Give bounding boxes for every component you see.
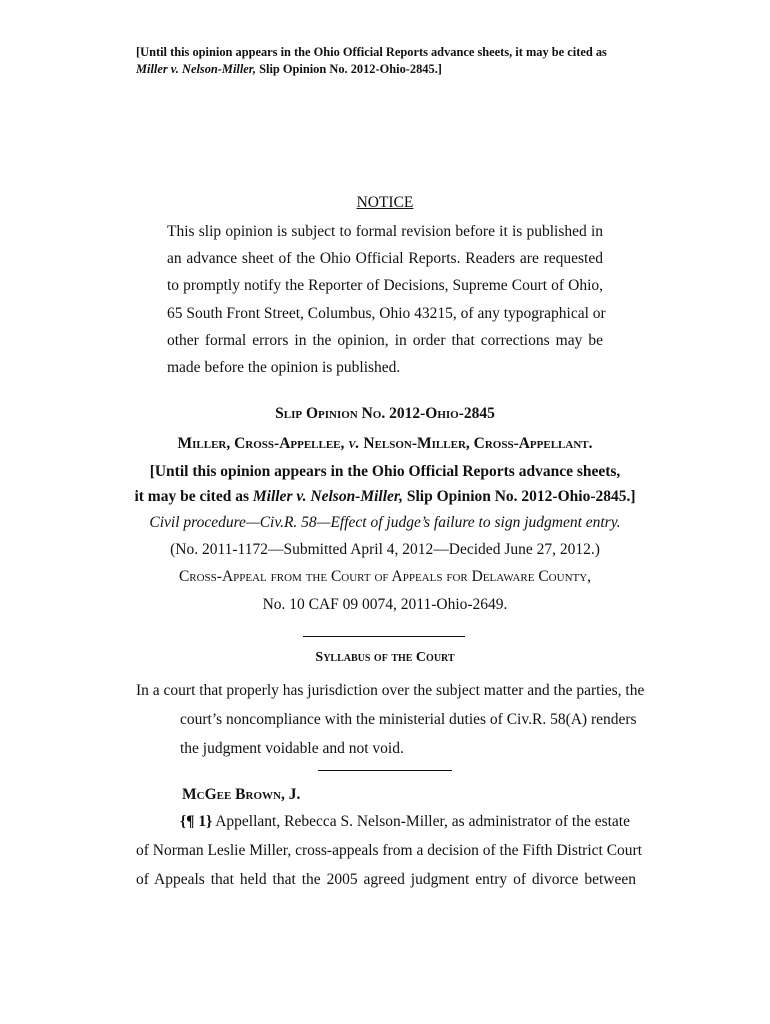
syllabus-text — [136, 676, 645, 763]
syllabus-line: In a court that properly has jurisdiction over the subject matter and the parties, the — [136, 682, 645, 699]
notice-line: 65 South Front Street, Columbus, Ohio 43215, of any typographical or — [167, 304, 606, 322]
header-note-case-name: Miller v. Nelson-Miller, — [136, 62, 257, 76]
notice-line: other formal errors in the opinion, in order that corrections may be — [167, 331, 603, 349]
headnote: Civil procedure—Civ.R. 58—Effect of judge’s failure to sign judgment entry. — [149, 514, 621, 531]
paragraph-mark: {¶ 1} — [180, 813, 213, 830]
opinion-paragraph-1 — [136, 807, 643, 894]
cross-appellee: Miller, Cross-Appellee, — [177, 435, 349, 452]
opinion-line-text: Appellant, Rebecca S. Nelson-Miller, as administrator of the estate — [212, 813, 630, 830]
appeal-line1 — [0, 568, 770, 586]
opinion-line: of Appeals that held that the 2005 agreed judgment entry of divorce between — [136, 871, 636, 888]
case-parties — [0, 435, 770, 453]
opinion-line: of Norman Leslie Miller, cross-appeals from a decision of the Fifth District Court — [136, 842, 643, 859]
notice-line: an advance sheet of the Ohio Official Reports. Readers are requested — [167, 250, 603, 268]
citation-prefix: it may be cited as — [134, 488, 253, 505]
cross-appellant: Nelson-Miller, Cross-Appellant. — [359, 435, 593, 452]
header-note-slip-number: Slip Opinion No. 2012-Ohio-2845.] — [256, 62, 442, 76]
versus: v. — [348, 435, 360, 452]
slip-opinion-title: Slip Opinion No. 2012-Ohio-2845 — [275, 405, 495, 422]
citation-line2 — [0, 488, 770, 506]
opinion-line — [136, 807, 636, 836]
docket-info: (No. 2011-1172—Submitted April 4, 2012—Decided June 27, 2012.) — [170, 541, 600, 558]
appeal-source: Cross-Appeal from the Court of Appeals for Delaware County, — [178, 568, 592, 585]
header-note-line1: [Until this opinion appears in the Ohio Official Reports advance sheets, it may be cited as — [136, 45, 607, 59]
syllabus-line: court’s noncompliance with the ministerial duties of Civ.R. 58(A) renders — [180, 711, 637, 728]
appeal-line2: No. 10 CAF 09 0074, 2011-Ohio-2649. — [262, 596, 508, 613]
citation-slip-number: Slip Opinion No. 2012-Ohio-2845.] — [402, 488, 636, 505]
citation-line1: [Until this opinion appears in the Ohio Official Reports advance sheets, — [149, 463, 621, 480]
syllabus-title: Syllabus of the Court — [315, 650, 455, 665]
syllabus-line: the judgment voidable and not void. — [180, 740, 404, 757]
notice-title: NOTICE — [356, 194, 414, 211]
judge-name: McGee Brown, J. — [182, 786, 301, 803]
citation-header-note — [136, 44, 656, 78]
divider-rule — [303, 636, 465, 637]
notice-line: made before the opinion is published. — [167, 359, 401, 377]
notice-body — [167, 218, 606, 381]
notice-line: This slip opinion is subject to formal revision before it is published in — [167, 223, 603, 240]
divider-rule — [318, 770, 452, 771]
notice-line: to promptly notify the Reporter of Decisions, Supreme Court of Ohio, — [167, 277, 603, 295]
citation-case-name: Miller v. Nelson-Miller, — [252, 488, 403, 505]
